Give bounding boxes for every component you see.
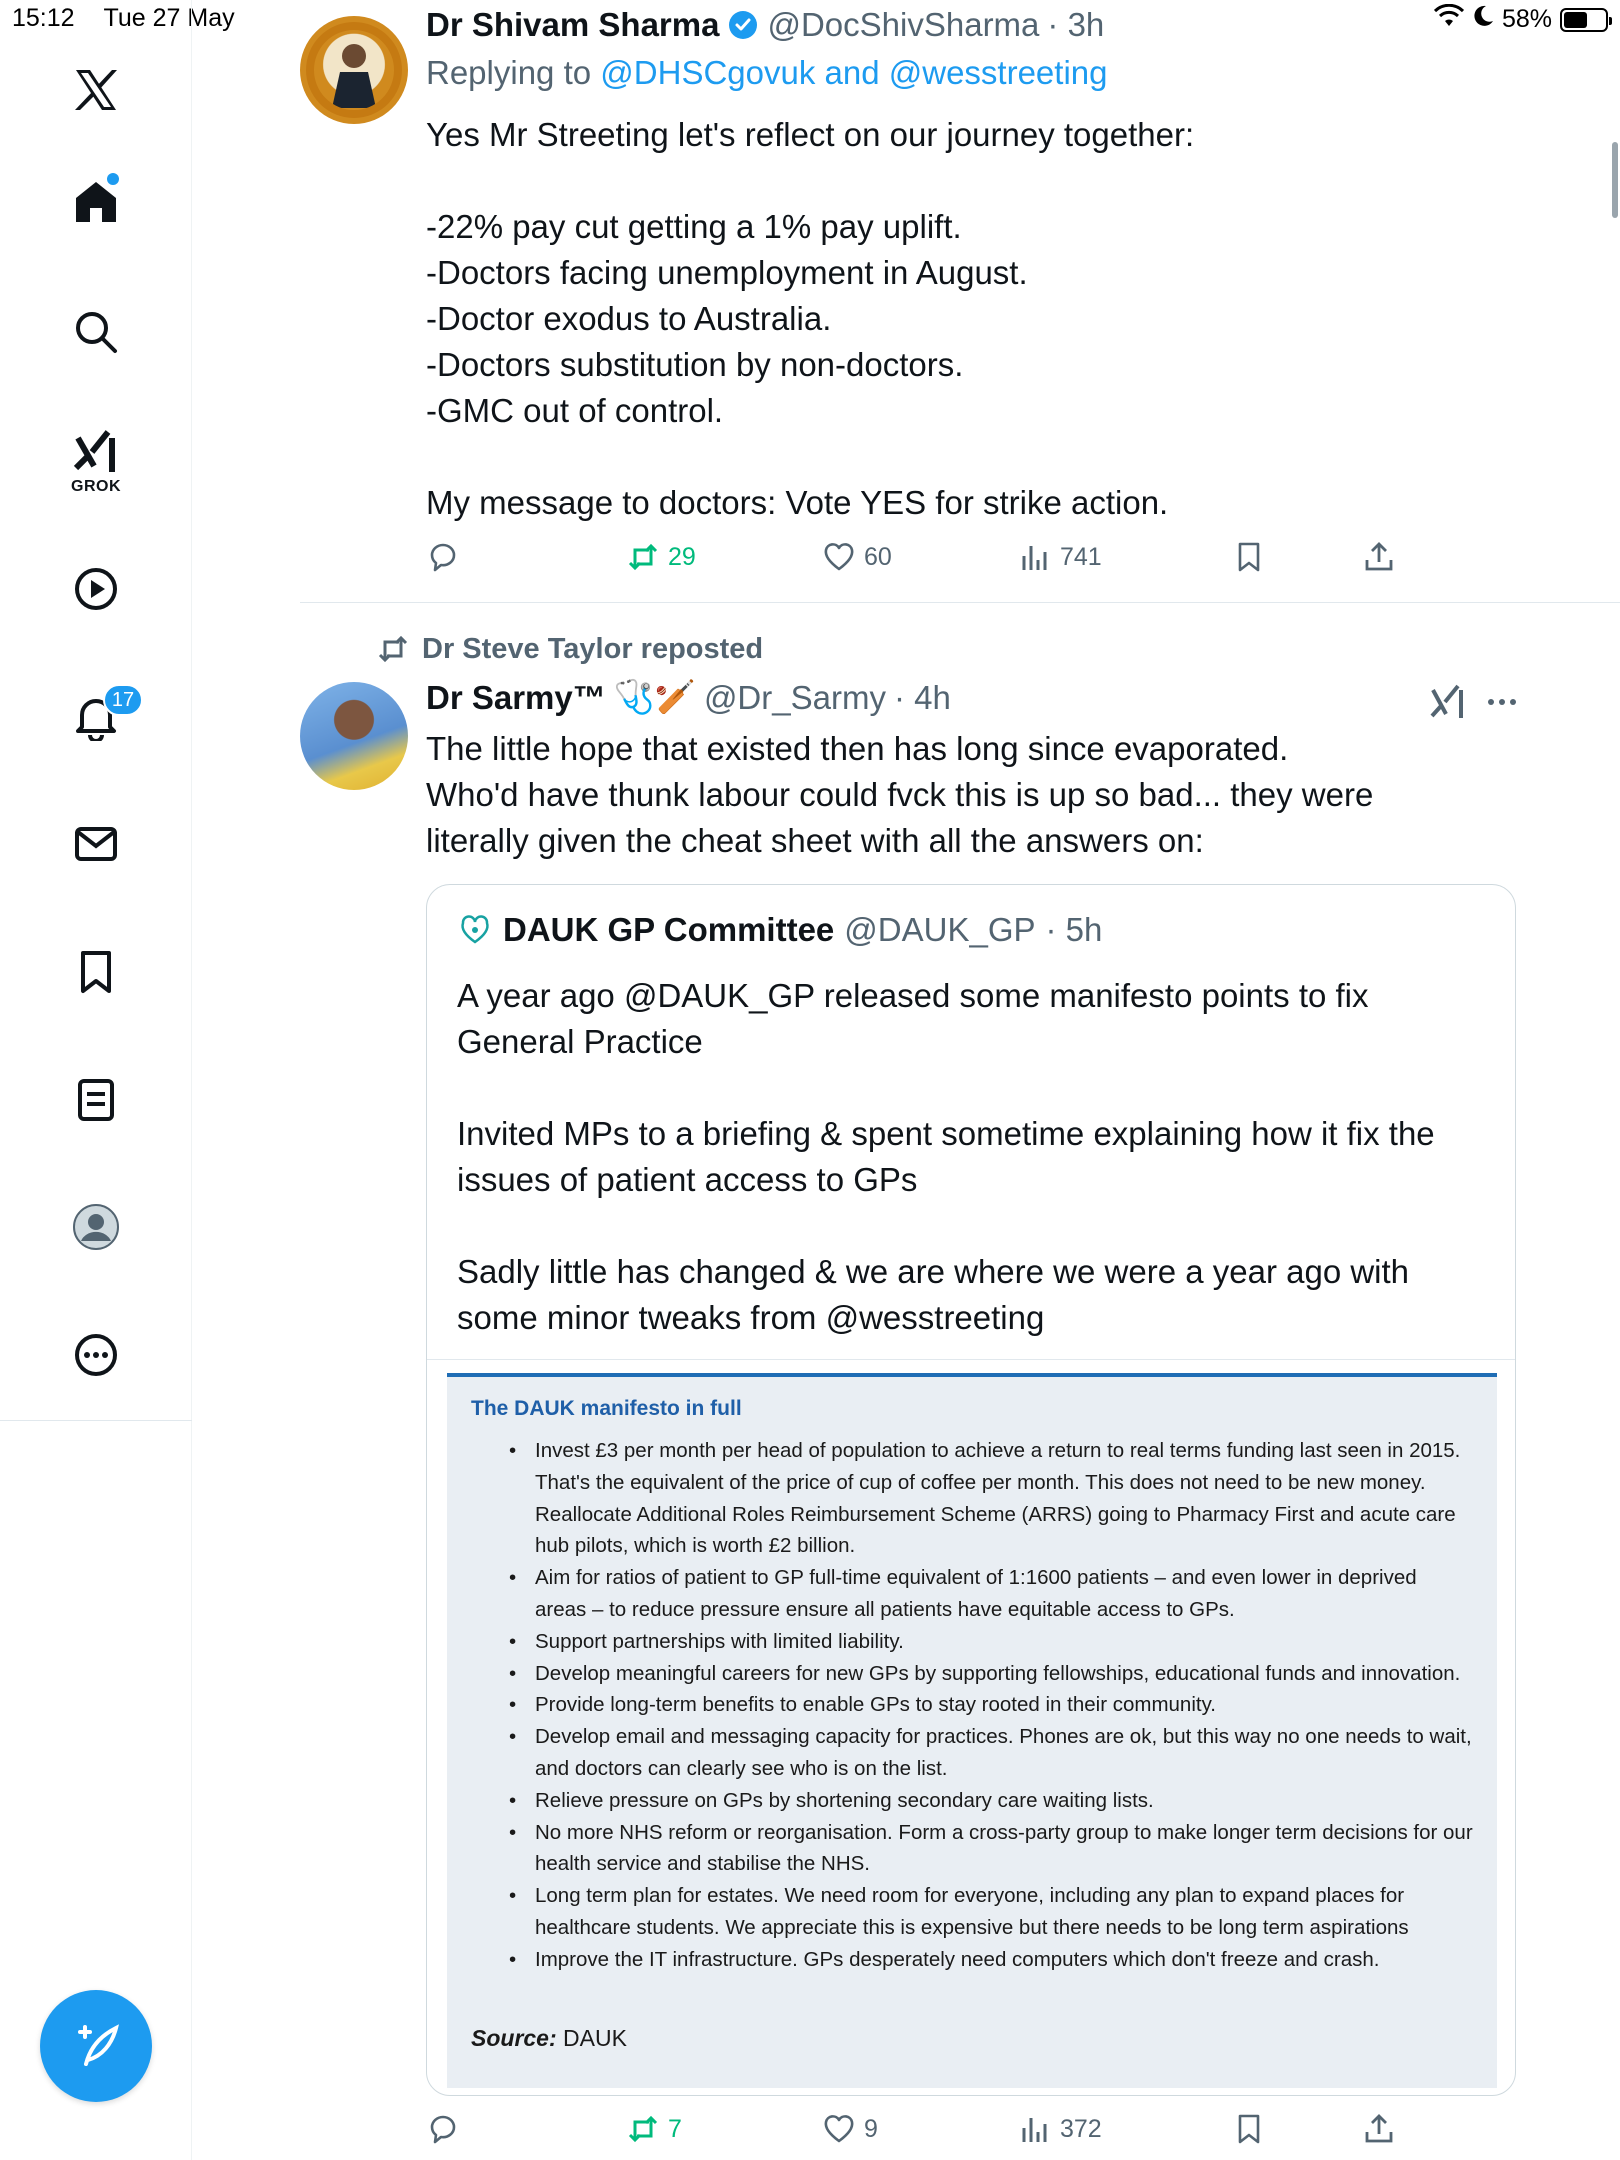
verified-badge-icon [727,9,759,41]
more-options-icon[interactable] [68,1327,124,1383]
heart-icon [822,540,856,574]
tweet-time: · 4h [893,678,951,716]
repost-button[interactable] [626,540,696,574]
timeline [192,0,1620,2160]
manifesto-item: • No more NHS reform or reorganisation. Form a cross-party group to make longer term decisions for our health service and stabilise the NHS. [471,1817,1473,1881]
reply-button[interactable] [426,540,460,574]
like-count: 9 [864,2114,878,2143]
x-logo-icon[interactable] [68,62,124,118]
replying-mentions[interactable]: @DHSCgovuk and @wesstreeting [600,54,1108,91]
bookmarks-icon[interactable] [68,944,124,1000]
author-handle[interactable]: @DocShivSharma [767,6,1040,43]
manifesto-item: • Develop email and messaging capacity for practices. Phones are ok, but this way no one needs to wait, and doctors can clearly see who is on the list. [471,1721,1473,1785]
quoted-tweet[interactable] [426,884,1516,2096]
author-name[interactable]: Dr Shivam Sharma [426,6,720,43]
manifesto-item: • Develop meaningful careers for new GPs by supporting fellowships, educational funds and innovation. [471,1658,1473,1690]
profile-avatar-icon[interactable] [68,1199,124,1255]
author-name[interactable]: Dr Sarmy™ [426,678,606,716]
tweet-separator [300,602,1620,603]
views-button[interactable] [1018,540,1102,574]
tweet-actions [426,540,1426,584]
manifesto-item: • Improve the IT infrastructure. GPs desperately need computers which don't freeze and crash. [471,1944,1473,1976]
grok-explain-icon[interactable] [1428,682,1468,722]
heart-icon [822,2112,856,2146]
repost-label[interactable]: Dr Steve Taylor reposted [422,632,764,665]
tweet-text: Yes Mr Streeting let's reflect on our journey together: -22% pay cut getting a 1% pay uplift. -Doctors facing unemployment in August. -Doctor exodus to Australia. -Doctors substitution by non-doctors. -GMC out of control. My message to doctors: Vote YES for strike action. [426,116,1195,521]
quote-text: A year ago @DAUK_GP released some manifesto points to fix General Practice Invited MPs to a briefing & spent sometime explaining how it fix the issues of patient access to GPs Sadly little has changed & we are where we were a year ago with some minor tweaks from @wesstreeting [457,977,1435,1336]
repost-icon [376,632,410,666]
quote-author-line [457,911,1102,949]
replying-to [426,54,1108,92]
video-play-icon[interactable] [68,561,124,617]
share-upload-icon [1362,2112,1396,2146]
status-date: Tue 27 May [103,4,235,32]
sidebar-divider [0,1420,192,1421]
manifesto-item: • Support partnerships with limited liability. [471,1626,1473,1658]
author-emoji: 🩺🏏 [613,678,696,715]
avatar[interactable] [300,16,408,124]
author-handle[interactable]: @Dr_Sarmy [703,678,886,716]
manifesto-item: • Aim for ratios of patient to GP full-time equivalent of 1:1600 patients – and even lower in deprived areas – to reduce pressure ensure all patients have equitable access to GPs. [471,1562,1473,1626]
compose-post-button[interactable] [40,1990,152,2102]
bookmark-icon [1232,540,1266,574]
stethoscope-heart-icon [457,912,493,948]
manifesto-item: • Invest £3 per month per head of population to achieve a return to real terms funding last seen in 2015. That's the equivalent of the price of cup of coffee per month. This does not need to be new money. Reallocate Additional Roles Reimbursement Scheme (ARRS) going to Pharmacy First and acute care hub pilots, which is worth £2 billion. [471,1435,1473,1562]
bookmark-button[interactable] [1232,540,1266,574]
grok-icon[interactable] [68,424,124,480]
manifesto-image[interactable] [447,1373,1497,2088]
repost-button[interactable] [626,2112,682,2146]
compose-feather-icon [70,2020,122,2072]
views-button[interactable] [1018,2112,1102,2146]
repost-count: 7 [668,2114,682,2143]
bookmark-icon [1232,2112,1266,2146]
source-label: Source: [471,2025,557,2051]
reply-bubble-icon [426,2112,460,2146]
repost-count: 29 [668,542,696,571]
notifications-badge: 17 [103,684,143,716]
manifesto-list [471,1435,1473,1976]
quote-divider [427,1359,1515,1360]
quote-author-handle[interactable]: @DAUK_GP [844,911,1036,948]
quote-author-name[interactable]: DAUK GP Committee [503,911,835,948]
quote-time: · 5h [1045,911,1103,948]
battery-percent: 58% [1501,5,1552,33]
repost-icon [626,2112,660,2146]
tweet-text: The little hope that existed then has long since evaporated. Who'd have thunk labour could fvck this is up so bad... they were literally given the cheat sheet with all the answers on: [426,730,1374,859]
manifesto-item: • Provide long-term benefits to enable GPs to stay rooted in their community. [471,1689,1473,1721]
repost-indicator [376,632,763,666]
home-unread-dot [107,173,119,185]
messages-mail-icon[interactable] [68,816,124,872]
source-value: DAUK [563,2025,627,2051]
more-options-icon[interactable] [1482,682,1522,722]
tweet-actions [426,2112,1426,2156]
manifesto-title: The DAUK manifesto in full [471,1397,742,1420]
share-button[interactable] [1362,2112,1396,2146]
bookmark-button[interactable] [1232,2112,1266,2146]
status-time: 15:12 [12,4,75,32]
like-count: 60 [864,542,892,571]
like-button[interactable] [822,540,892,574]
avatar[interactable] [300,682,408,790]
tweet-author-line [426,678,951,717]
repost-icon [626,540,660,574]
views-chart-icon [1018,2112,1052,2146]
views-chart-icon [1018,540,1052,574]
lists-icon[interactable] [68,1072,124,1128]
sidebar-nav [0,0,192,2160]
replying-prefix: Replying to [426,54,592,91]
view-count: 741 [1060,542,1102,571]
tweet-author-line [426,6,1104,44]
share-button[interactable] [1362,540,1396,574]
manifesto-source [471,2025,627,2052]
search-icon[interactable] [68,304,124,360]
view-count: 372 [1060,2114,1102,2143]
tweet-time: · 3h [1047,6,1105,43]
manifesto-item: • Long term plan for estates. We need room for everyone, including any plan to expand places for healthcare students. We appreciate this is expensive but there needs to be long term aspirations [471,1880,1473,1944]
reply-bubble-icon [426,540,460,574]
share-upload-icon [1362,540,1396,574]
manifesto-item: • Relieve pressure on GPs by shortening secondary care waiting lists. [471,1785,1473,1817]
reply-button[interactable] [426,2112,460,2146]
scrollbar-thumb[interactable] [1612,142,1618,218]
grok-label: GROK [71,478,121,495]
like-button[interactable] [822,2112,878,2146]
